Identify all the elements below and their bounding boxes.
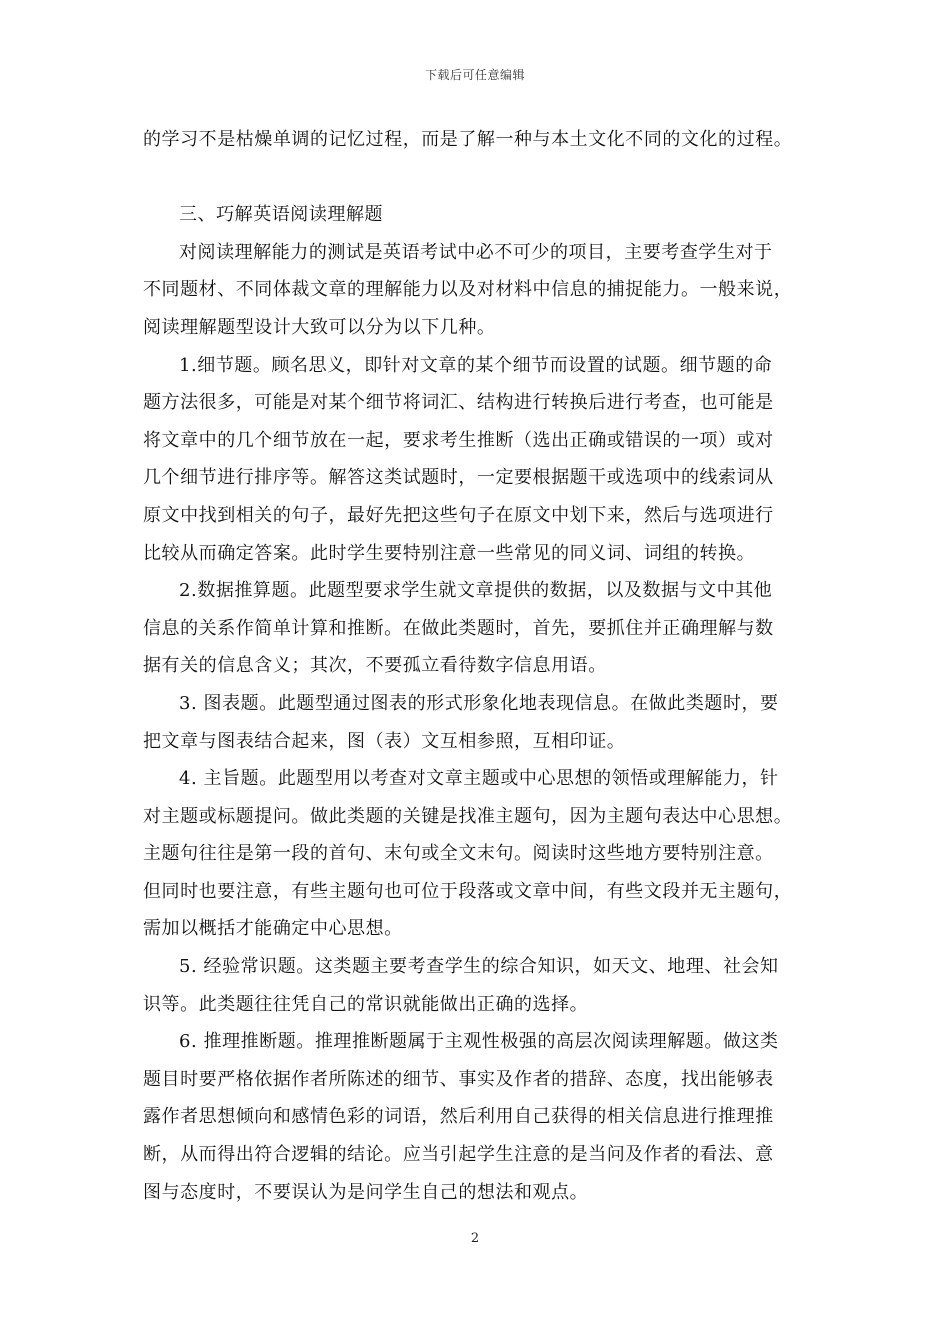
paragraph-line: 题方法很多，可能是对某个细节将词汇、结构进行转换后进行考查，也可能是 [143, 392, 774, 414]
paragraph-line: 需加以概括才能确定中心思想。 [143, 918, 403, 940]
blank-line [143, 159, 813, 197]
paragraph-line: 4. 主旨题。此题型用以考查对文章主题或中心思想的领悟或理解能力，针 [179, 768, 779, 790]
paragraph-line: 断，从而得出符合逻辑的结论。应当引起学生注意的是当问及作者的看法、意 [143, 1144, 774, 1166]
paragraph-line: 主题句往往是第一段的首句、末句或全文末句。阅读时这些地方要特别注意。 [143, 843, 774, 865]
paragraph-line: 题目时要严格依据作者所陈述的细节、事实及作者的措辞、态度，找出能够表 [143, 1068, 774, 1090]
paragraph-line: 把文章与图表结合起来，图（表）文互相参照，互相印证。 [143, 730, 626, 752]
paragraph-line: 原文中找到相关的句子，最好先把这些句子在原文中划下来，然后与选项进行 [143, 504, 774, 526]
paragraph-line: 不同题材、不同体裁文章的理解能力以及对材料中信息的捕捉能力。一般来说， [143, 279, 793, 301]
page-header: 下载后可任意编辑 [424, 68, 525, 82]
paragraph-line: 但同时也要注意，有些主题句也可位于段落或文章中间，有些文段并无主题句， [143, 880, 793, 902]
paragraph-line: 将文章中的几个细节放在一起，要求考生推断（选出正确或错误的一项）或对 [143, 429, 774, 451]
paragraph-line: 几个细节进行排序等。解答这类试题时，一定要根据题干或选项中的线索词从 [143, 467, 774, 489]
paragraph-line: 阅读理解题型设计大致可以分为以下几种。 [143, 316, 496, 338]
paragraph-line: 据有关的信息含义；其次，不要孤立看待数字信息用语。 [143, 655, 607, 677]
page-number: 2 [470, 1231, 480, 1246]
paragraph-line: 对阅读理解能力的测试是英语考试中必不可少的项目，主要考查学生对于 [179, 241, 773, 263]
paragraph-line: 的学习不是枯燥单调的记忆过程，而是了解一种与本土文化不同的文化的过程。 [143, 129, 793, 150]
paragraph-line: 1.细节题。顾名思义，即针对文章的某个细节而设置的试题。细节题的命 [179, 354, 773, 376]
paragraph-line: 对主题或标题提问。做此类题的关键是找准主题句，因为主题句表达中心思想。 [143, 805, 793, 827]
paragraph-line: 信息的关系作简单计算和推断。在做此类题时，首先，要抓住并正确理解与数 [143, 617, 774, 639]
paragraph-line: 图与态度时，不要误认为是问学生自己的想法和观点。 [143, 1181, 589, 1203]
document-body [143, 121, 813, 1211]
paragraph-line: 比较从而确定答案。此时学生要特别注意一些常见的同义词、词组的转换。 [143, 542, 756, 564]
section-heading: 三、巧解英语阅读理解题 [179, 204, 384, 226]
paragraph-line: 识等。此类题往往凭自己的常识就能做出正确的选择。 [143, 993, 589, 1015]
paragraph-line: 5. 经验常识题。这类题主要考查学生的综合知识，如天文、地理、社会知 [179, 956, 779, 978]
paragraph-line: 3. 图表题。此题型通过图表的形式形象化地表现信息。在做此类题时，要 [179, 692, 779, 714]
paragraph-line: 6. 推理推断题。推理推断题属于主观性极强的高层次阅读理解题。做这类 [179, 1031, 779, 1053]
paragraph-line: 2.数据推算题。此题型要求学生就文章提供的数据，以及数据与文中其他 [179, 580, 773, 602]
paragraph-line: 露作者思想倾向和感情色彩的词语，然后利用自己获得的相关信息进行推理推 [143, 1106, 774, 1128]
